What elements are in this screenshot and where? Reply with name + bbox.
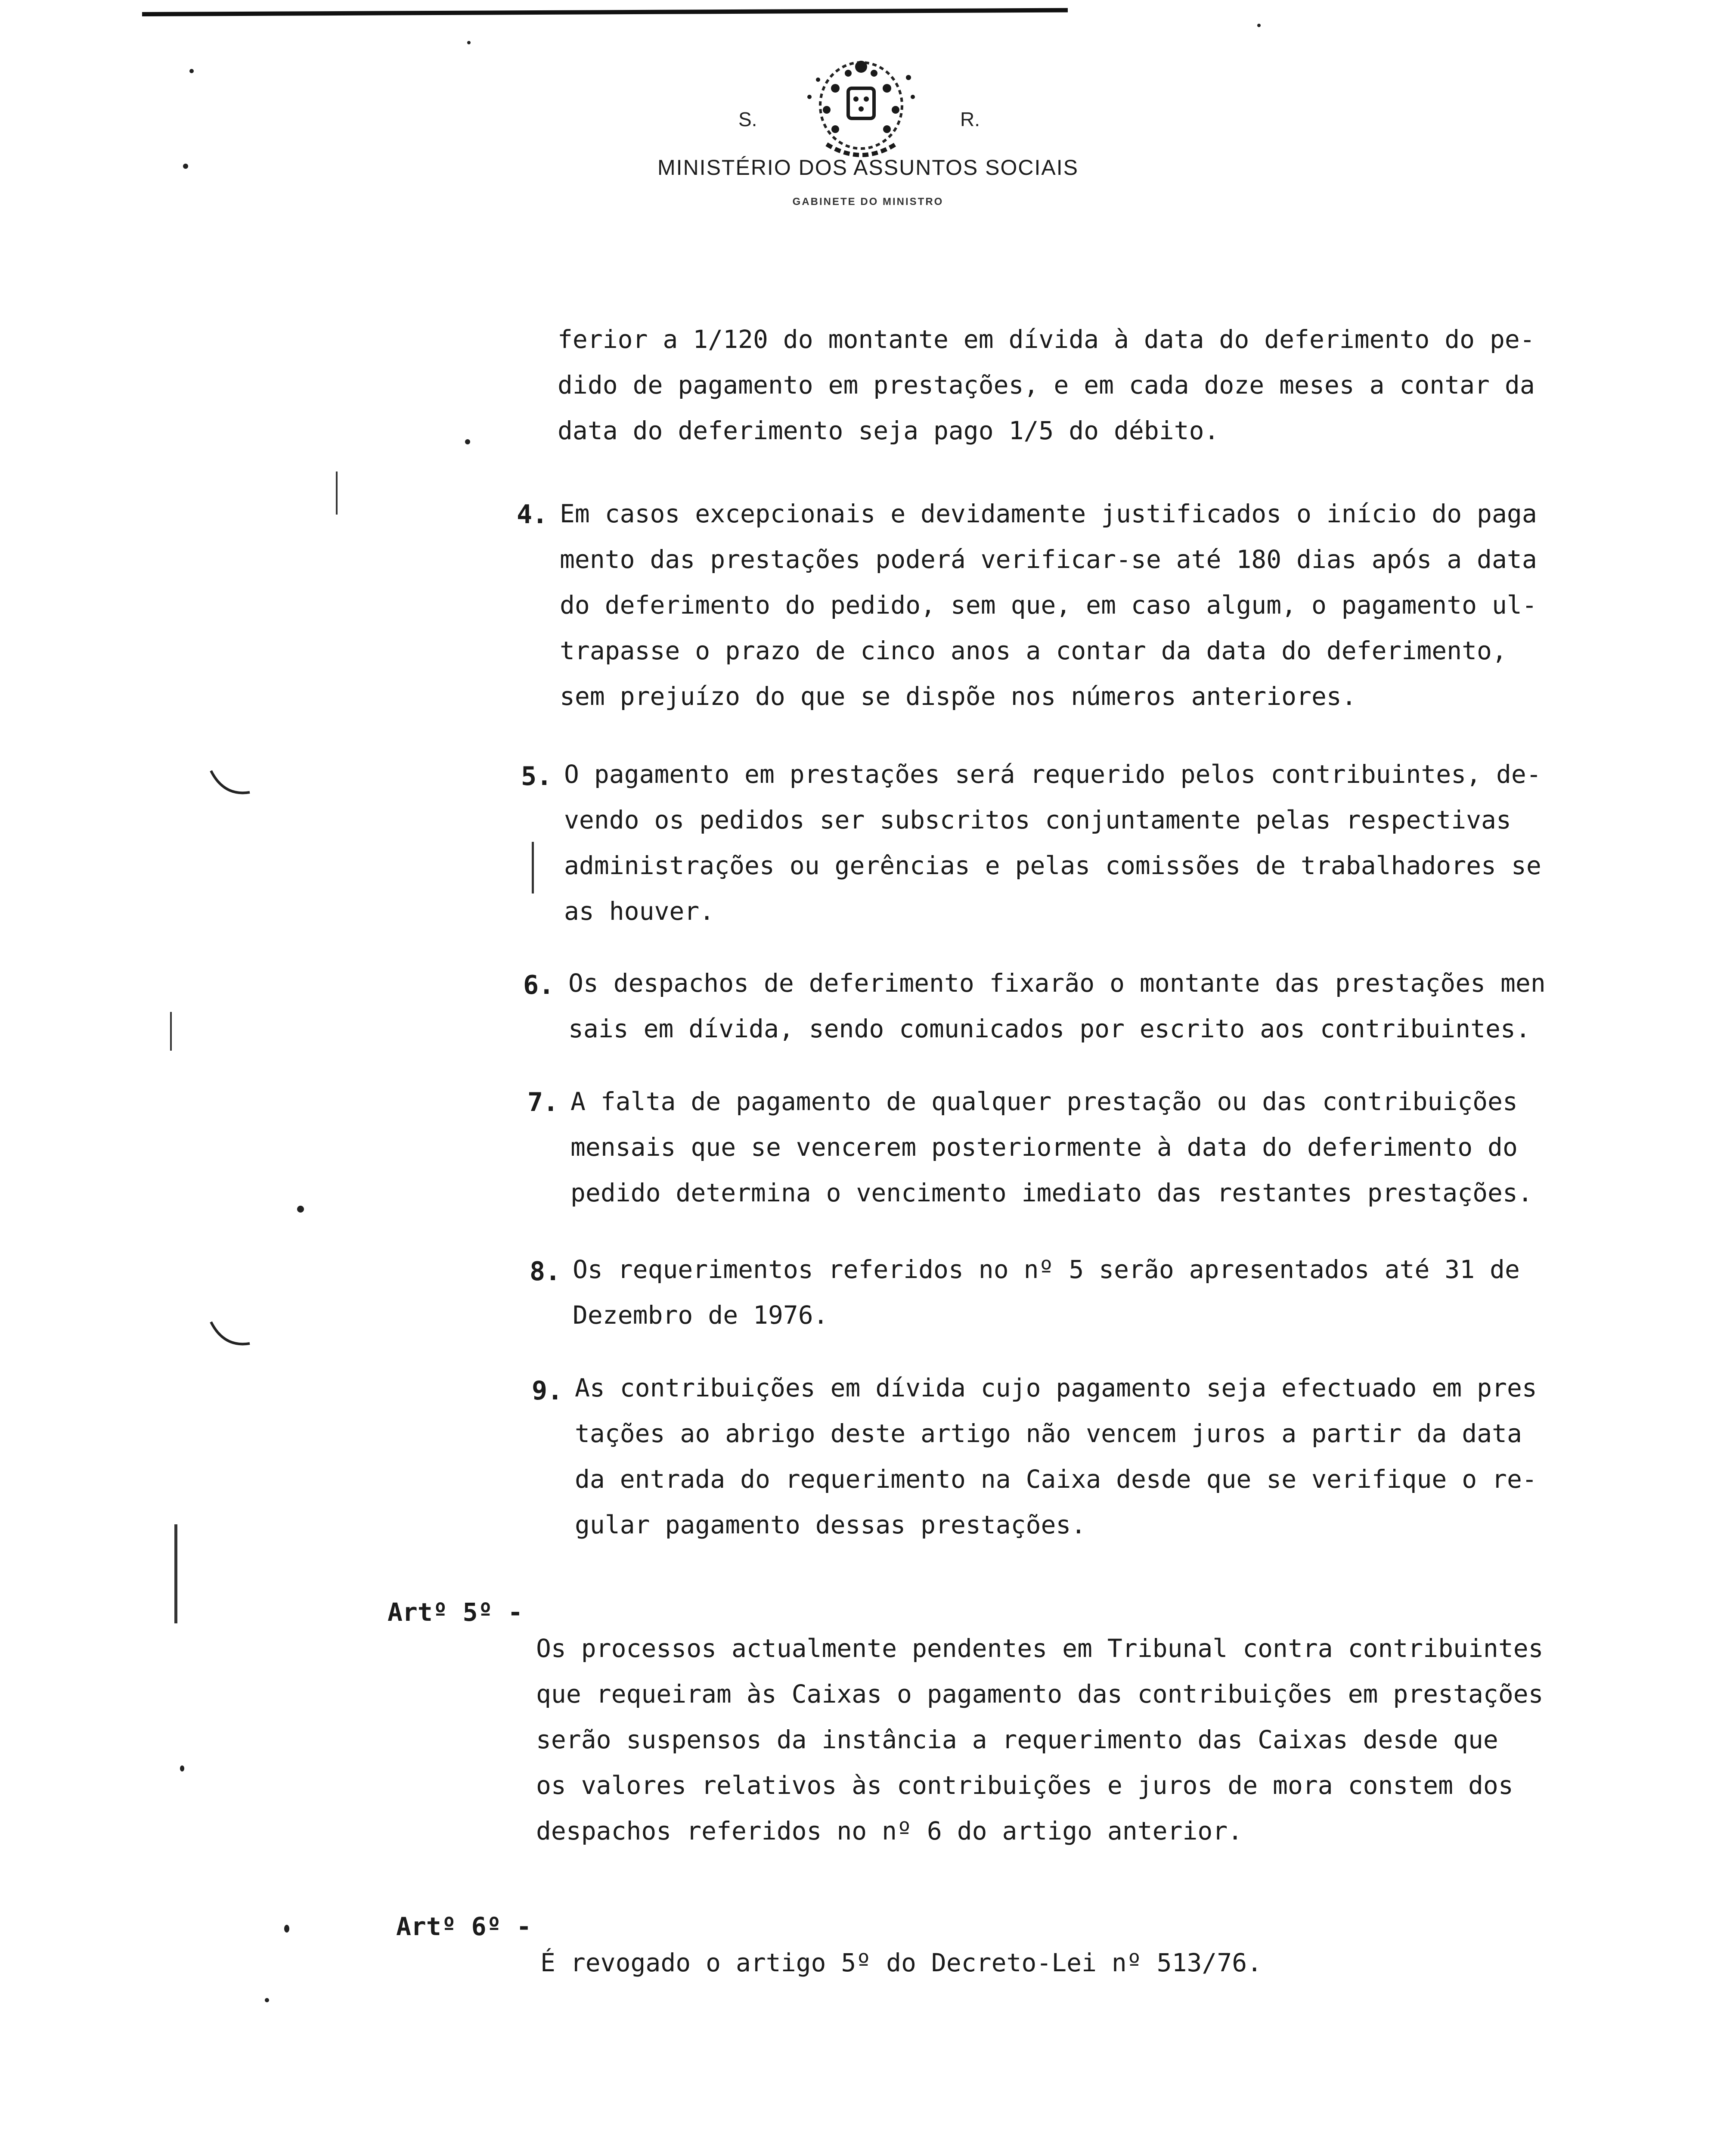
text-line: mensais que se vencerem posteriormente à data do deferimento do <box>570 1132 1518 1162</box>
text-line: pedido determina o vencimento imediato das restantes prestações. <box>570 1178 1533 1207</box>
text-line: O pagamento em prestações será requerido pelos contribuintes, de- <box>564 760 1541 789</box>
text-line: É revogado o artigo 5º do Decreto-Lei nº 513/76. <box>540 1948 1262 1977</box>
scan-speck <box>1257 24 1261 27</box>
top-rule <box>142 8 1068 16</box>
text-line: sem prejuízo do que se dispõe nos números anteriores. <box>560 682 1357 711</box>
text-line: A falta de pagamento de qualquer prestação ou das contribuições <box>570 1087 1518 1116</box>
scan-speck <box>189 69 194 73</box>
item-number: 5. <box>521 761 552 791</box>
text-line: serão suspensos da instância a requerimento das Caixas desde que <box>536 1725 1498 1754</box>
text-line: vendo os pedidos ser subscritos conjuntamente pelas respectivas <box>564 805 1511 835</box>
text-line: tações ao abrigo deste artigo não vencem juros a partir da data <box>575 1419 1522 1448</box>
text-line: As contribuições em dívida cujo pagamento seja efectuado em pres <box>575 1373 1537 1402</box>
text-line: as houver. <box>564 897 715 926</box>
scan-mark <box>174 1524 177 1623</box>
item-number: 6. <box>523 970 555 1000</box>
scan-mark <box>170 1012 172 1051</box>
scan-speck <box>180 1765 184 1771</box>
text-line: despachos referidos no nº 6 do artigo anterior. <box>536 1816 1243 1846</box>
article-6-heading: Artº 6º - <box>396 1912 532 1941</box>
item-7-paragraph <box>570 1079 1533 1216</box>
item-4-paragraph <box>560 491 1537 719</box>
scan-speck <box>467 41 471 44</box>
scan-mark <box>532 842 534 893</box>
text-line: da entrada do requerimento na Caixa desde que se verifique o re- <box>575 1464 1537 1494</box>
item-8-paragraph <box>573 1247 1520 1338</box>
text-line: que requeiram às Caixas o pagamento das contribuições em prestações <box>536 1679 1544 1709</box>
item-number: 7. <box>527 1087 559 1117</box>
text-line: trapasse o prazo de cinco anos a contar da data do deferimento, <box>560 636 1507 665</box>
text-line: Os despachos de deferimento fixarão o montante das prestações men <box>568 968 1546 998</box>
item-number: 8. <box>530 1256 561 1287</box>
text-line: ferior a 1/120 do montante em dívida à data do deferimento do pe- <box>558 325 1535 354</box>
scan-curve <box>207 1318 258 1352</box>
text-line: administrações ou gerências e pelas comissões de trabalhadores se <box>564 851 1541 880</box>
ministry-name: MINISTÉRIO DOS ASSUNTOS SOCIAIS <box>657 155 1079 180</box>
article-6-paragraph <box>540 1940 1262 1985</box>
scan-curve <box>207 766 258 801</box>
scan-mark <box>336 472 338 515</box>
text-line: Os requerimentos referidos no nº 5 serão apresentados até 31 de <box>573 1255 1520 1284</box>
item-5-paragraph <box>564 751 1541 934</box>
text-line: os valores relativos às contribuições e juros de mora constem dos <box>536 1771 1513 1800</box>
item-number: 9. <box>532 1376 563 1406</box>
text-line: dido de pagamento em prestações, e em cada doze meses a contar da <box>558 370 1535 400</box>
header-letter-r: R. <box>960 108 980 130</box>
text-line: Em casos excepcionais e devidamente justificados o início do paga <box>560 499 1537 528</box>
scan-speck <box>284 1925 289 1933</box>
text-line: gular pagamento dessas prestações. <box>575 1510 1086 1539</box>
item-number: 4. <box>517 499 548 530</box>
scan-speck <box>183 164 188 169</box>
cabinet-subtitle: GABINETE DO MINISTRO <box>792 196 944 208</box>
text-line: Dezembro de 1976. <box>573 1300 828 1330</box>
text-line: sais em dívida, sendo comunicados por escrito aos contribuintes. <box>568 1014 1531 1043</box>
header-letter-s: S. <box>738 108 757 130</box>
article-5-paragraph <box>536 1626 1544 1854</box>
scan-speck <box>297 1206 304 1213</box>
item-6-paragraph <box>568 960 1546 1052</box>
item-9-paragraph <box>575 1365 1537 1548</box>
coat-of-arms-emblem <box>784 41 939 170</box>
text-line: do deferimento do pedido, sem que, em caso algum, o pagamento ul- <box>560 590 1537 620</box>
scan-speck <box>465 439 470 444</box>
scan-speck <box>265 1998 269 2002</box>
text-line: data do deferimento seja pago 1/5 do débito. <box>558 416 1219 445</box>
continuation-paragraph <box>558 316 1535 453</box>
text-line: Os processos actualmente pendentes em Tribunal contra contribuintes <box>536 1634 1544 1663</box>
text-line: mento das prestações poderá verificar-se até 180 dias após a data <box>560 545 1537 574</box>
article-5-heading: Artº 5º - <box>388 1598 523 1627</box>
